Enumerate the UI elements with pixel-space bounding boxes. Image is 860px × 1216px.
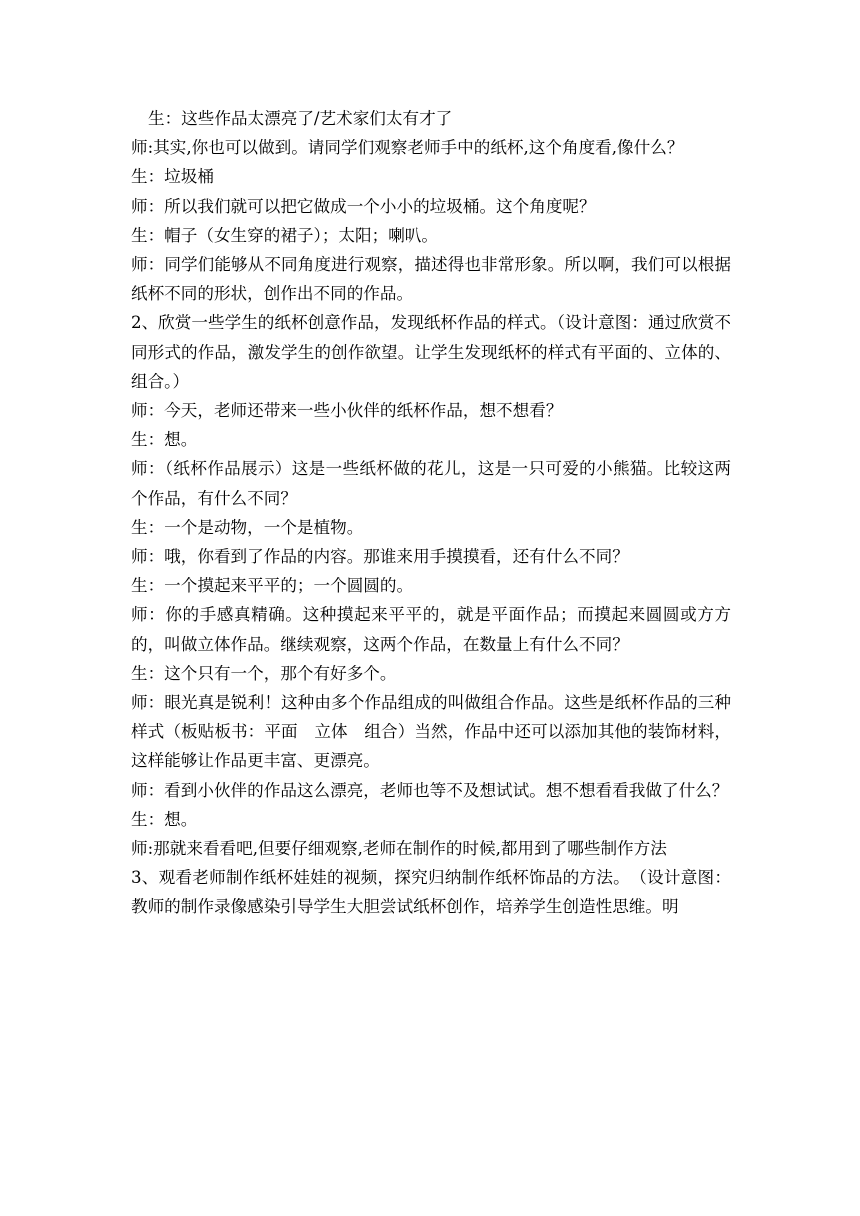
dialogue-teacher-watch: 师:那就来看看吧,但要仔细观察,老师在制作的时候,都用到了哪些制作方法	[131, 839, 667, 859]
section-3-heading: 3、观看老师制作纸杯娃娃的视频，探究归纳制作纸杯饰品的方法。 （设计意图：教师的制作录像感染引导学生大胆尝试纸杯创作，培养学生创造性思维。明	[131, 868, 731, 917]
dialogue-student-animal-plant: 生：一个是动物，一个是植物。	[131, 517, 364, 537]
dialogue-teacher-compare: 师：（纸杯作品展示）这是一些纸杯做的花儿，这是一只可爱的小熊猫。比较这两个作品，有什么不同？	[131, 459, 731, 508]
dialogue-teacher-my-work: 师：看到小伙伴的作品这么漂亮，老师也等不及想试试。想不想看看我做了什么？	[131, 780, 729, 800]
dialogue-teacher-combination: 师：眼光真是锐利！这种由多个作品组成的叫做组合作品。这些是纸杯作品的三种样式（板贴板书：平面 立体 组合）当然，作品中还可以添加其他的装饰材料，这样能够让作品更丰富、更漂亮。	[131, 693, 731, 771]
dialogue-student-flat-round: 生：一个摸起来平平的；一个圆圆的。	[131, 576, 414, 596]
dialogue-student-trash-can: 生：垃圾桶	[131, 167, 214, 187]
dialogue-student-want: 生：想。	[131, 430, 198, 450]
dialogue-teacher-cup-angle: 师:其实,你也可以做到。请同学们观察老师手中的纸杯,这个角度看,像什么？	[131, 138, 684, 158]
dialogue-student-praise: 生：这些作品太漂亮了/艺术家们太有才了	[148, 109, 453, 128]
dialogue-teacher-observe: 师：同学们能够从不同角度进行观察，描述得也非常形象。所以啊，我们可以根据纸杯不同的形状，创作出不同的作品。	[131, 255, 731, 304]
document-body	[131, 104, 731, 922]
dialogue-teacher-trash-can: 师：所以我们就可以把它做成一个小小的垃圾桶。这个角度呢？	[131, 196, 596, 216]
dialogue-student-hat: 生：帽子（女生穿的裙子）；太阳；喇叭。	[131, 225, 438, 245]
dialogue-student-count: 生：这个只有一个，那个有好多个。	[131, 663, 397, 683]
dialogue-teacher-flat-3d: 师：你的手感真精确。这种摸起来平平的，就是平面作品；而摸起来圆圆或方方的，叫做立体作品。继续观察，这两个作品，在数量上有什么不同？	[131, 605, 731, 654]
dialogue-student-want-2: 生：想。	[131, 809, 198, 829]
dialogue-teacher-show-works: 师：今天，老师还带来一些小伙伴的纸杯作品，想不想看？	[131, 401, 563, 421]
section-2-heading: 2、欣赏一些学生的纸杯创意作品，发现纸杯作品的样式。（设计意图：通过欣赏不同形式的作品，激发学生的创作欲望。让学生发现纸杯的样式有平面的、立体的、组合。）	[131, 313, 731, 391]
dialogue-teacher-touch: 师：哦，你看到了作品的内容。那谁来用手摸摸看，还有什么不同？	[131, 547, 629, 567]
